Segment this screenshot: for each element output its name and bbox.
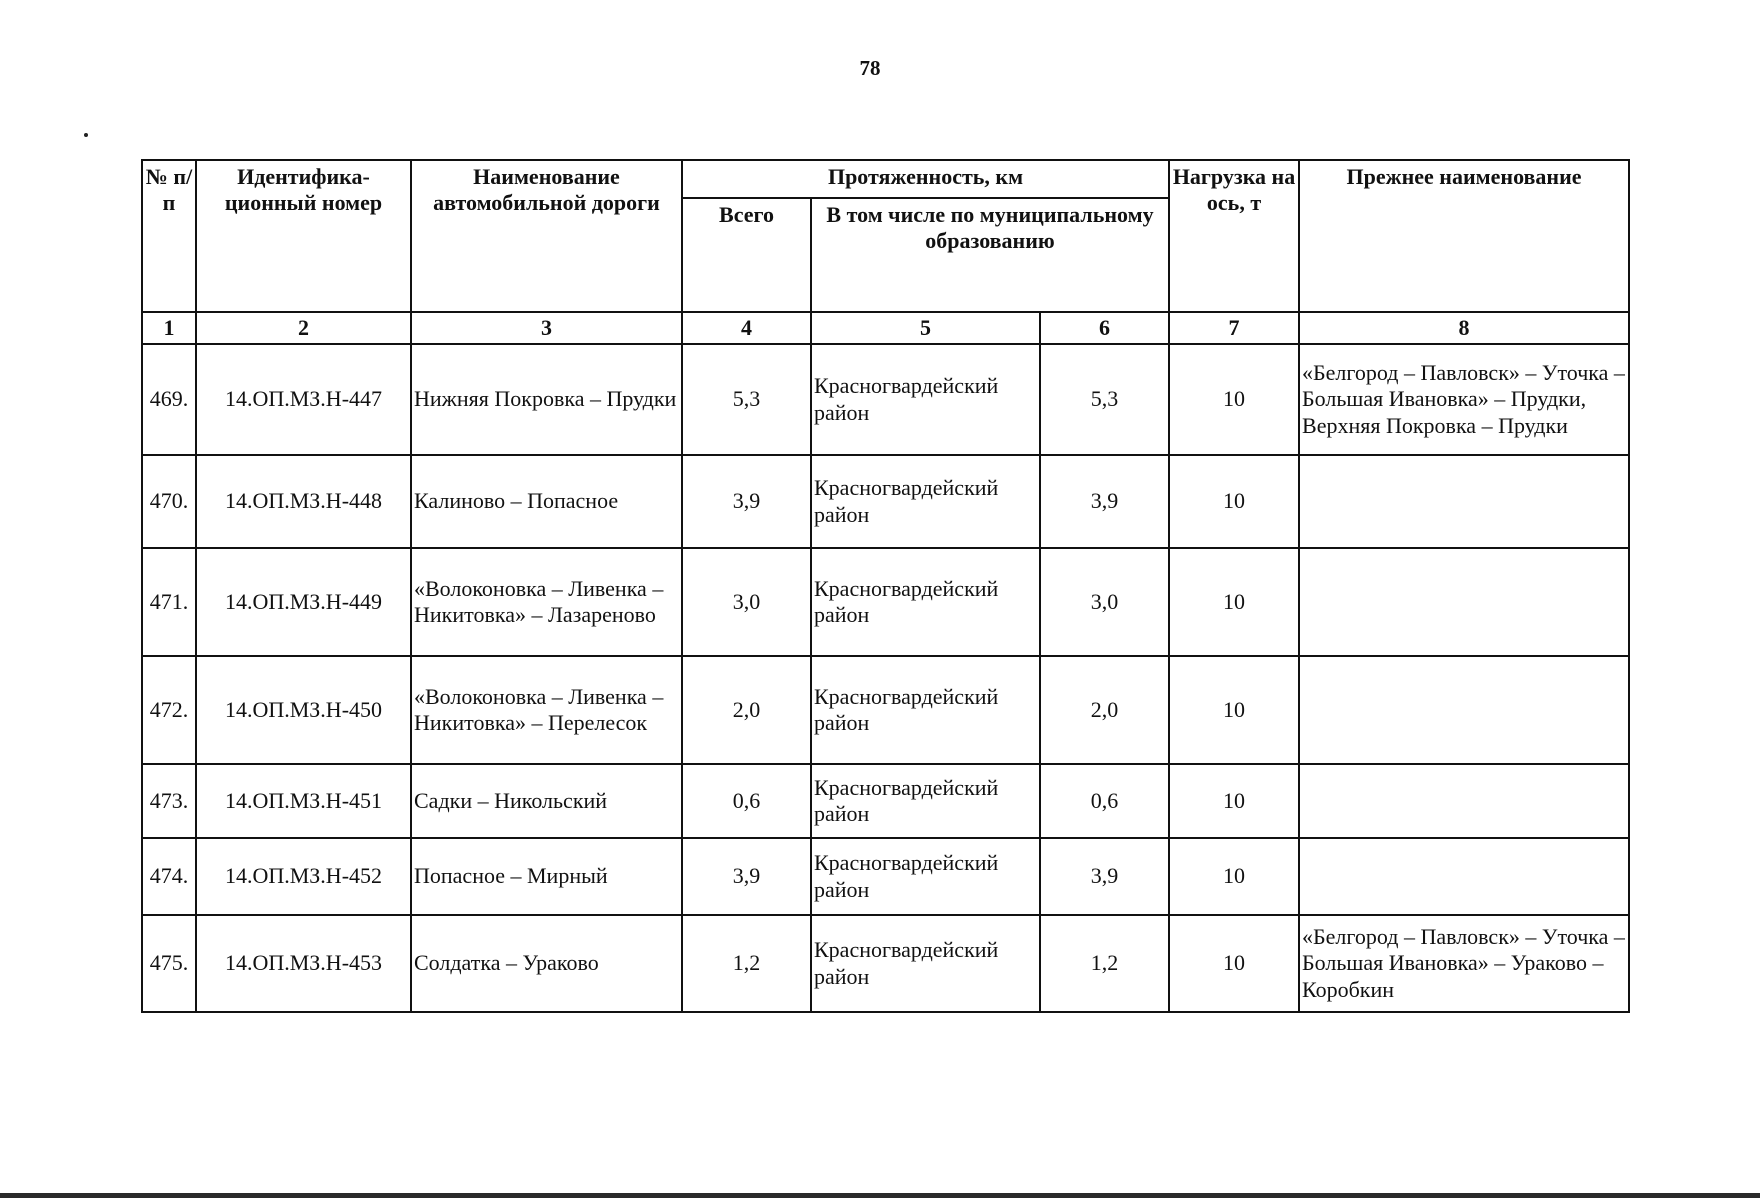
road-name: Калиново – Попасное <box>411 455 682 548</box>
length-total: 0,6 <box>682 764 811 838</box>
row-number: 472. <box>142 656 196 764</box>
municipal-district: Красногвардейский район <box>811 656 1040 764</box>
header-num: № п/п <box>142 160 196 312</box>
header-length-municipal: В том числе по муниципальному образованию <box>811 198 1169 312</box>
municipal-district: Красногвардейский район <box>811 455 1040 548</box>
road-name: Солдатка – Ураково <box>411 915 682 1012</box>
road-name: «Волоконовка – Ливенка – Никитовка» – Лазареново <box>411 548 682 656</box>
former-name: «Белгород – Павловск» – Уточка – Большая Ивановка» – Прудки, Верхняя Покровка – Прудки <box>1299 344 1629 455</box>
municipal-length: 1,2 <box>1040 915 1169 1012</box>
axle-load: 10 <box>1169 455 1299 548</box>
table-row <box>142 838 1629 915</box>
municipal-district: Красногвардейский район <box>811 764 1040 838</box>
length-total: 3,0 <box>682 548 811 656</box>
municipal-length: 3,0 <box>1040 548 1169 656</box>
column-number: 7 <box>1169 312 1299 344</box>
former-name <box>1299 656 1629 764</box>
table-row <box>142 656 1629 764</box>
scan-bottom-edge <box>0 1193 1760 1198</box>
column-number: 4 <box>682 312 811 344</box>
axle-load: 10 <box>1169 838 1299 915</box>
axle-load: 10 <box>1169 764 1299 838</box>
axle-load: 10 <box>1169 656 1299 764</box>
road-id: 14.ОП.МЗ.Н-448 <box>196 455 411 548</box>
road-name: Попасное – Мирный <box>411 838 682 915</box>
scan-speck <box>84 133 88 137</box>
table-row <box>142 455 1629 548</box>
row-number: 475. <box>142 915 196 1012</box>
column-number: 6 <box>1040 312 1169 344</box>
row-number: 469. <box>142 344 196 455</box>
municipal-length: 0,6 <box>1040 764 1169 838</box>
municipal-length: 3,9 <box>1040 838 1169 915</box>
length-total: 2,0 <box>682 656 811 764</box>
table-row <box>142 548 1629 656</box>
former-name <box>1299 548 1629 656</box>
municipal-length: 5,3 <box>1040 344 1169 455</box>
table-row <box>142 764 1629 838</box>
axle-load: 10 <box>1169 344 1299 455</box>
row-number: 470. <box>142 455 196 548</box>
column-number: 2 <box>196 312 411 344</box>
former-name <box>1299 838 1629 915</box>
former-name <box>1299 764 1629 838</box>
road-name: Нижняя Покровка – Прудки <box>411 344 682 455</box>
axle-load: 10 <box>1169 915 1299 1012</box>
header-road-name: Наименование автомобильной дороги <box>411 160 682 312</box>
header-length-total: Всего <box>682 198 811 312</box>
municipal-district: Красногвардейский район <box>811 915 1040 1012</box>
table-row <box>142 915 1629 1012</box>
municipal-length: 2,0 <box>1040 656 1169 764</box>
road-id: 14.ОП.МЗ.Н-449 <box>196 548 411 656</box>
length-total: 3,9 <box>682 455 811 548</box>
header-id: Идентифика-ционный номер <box>196 160 411 312</box>
column-number: 1 <box>142 312 196 344</box>
former-name: «Белгород – Павловск» – Уточка – Большая Ивановка» – Ураково – Коробкин <box>1299 915 1629 1012</box>
road-id: 14.ОП.МЗ.Н-453 <box>196 915 411 1012</box>
municipal-district: Красногвардейский район <box>811 838 1040 915</box>
header-axle-load: Нагрузка на ось, т <box>1169 160 1299 312</box>
header-former-name: Прежнее наименование <box>1299 160 1629 312</box>
column-number: 5 <box>811 312 1040 344</box>
municipal-district: Красногвардейский район <box>811 548 1040 656</box>
municipal-district: Красногвардейский район <box>811 344 1040 455</box>
former-name <box>1299 455 1629 548</box>
row-number: 473. <box>142 764 196 838</box>
road-id: 14.ОП.МЗ.Н-451 <box>196 764 411 838</box>
table-row <box>142 344 1629 455</box>
axle-load: 10 <box>1169 548 1299 656</box>
length-total: 3,9 <box>682 838 811 915</box>
length-total: 5,3 <box>682 344 811 455</box>
road-id: 14.ОП.МЗ.Н-450 <box>196 656 411 764</box>
road-id: 14.ОП.МЗ.Н-447 <box>196 344 411 455</box>
row-number: 474. <box>142 838 196 915</box>
column-number-row <box>142 312 1629 344</box>
header-length: Протяженность, км <box>682 160 1169 198</box>
road-name: «Волоконовка – Ливенка – Никитовка» – Перелесок <box>411 656 682 764</box>
road-id: 14.ОП.МЗ.Н-452 <box>196 838 411 915</box>
municipal-length: 3,9 <box>1040 455 1169 548</box>
length-total: 1,2 <box>682 915 811 1012</box>
column-number: 8 <box>1299 312 1629 344</box>
roads-table <box>141 159 1630 1013</box>
row-number: 471. <box>142 548 196 656</box>
column-number: 3 <box>411 312 682 344</box>
road-name: Садки – Никольский <box>411 764 682 838</box>
page-number: 78 <box>859 56 881 80</box>
